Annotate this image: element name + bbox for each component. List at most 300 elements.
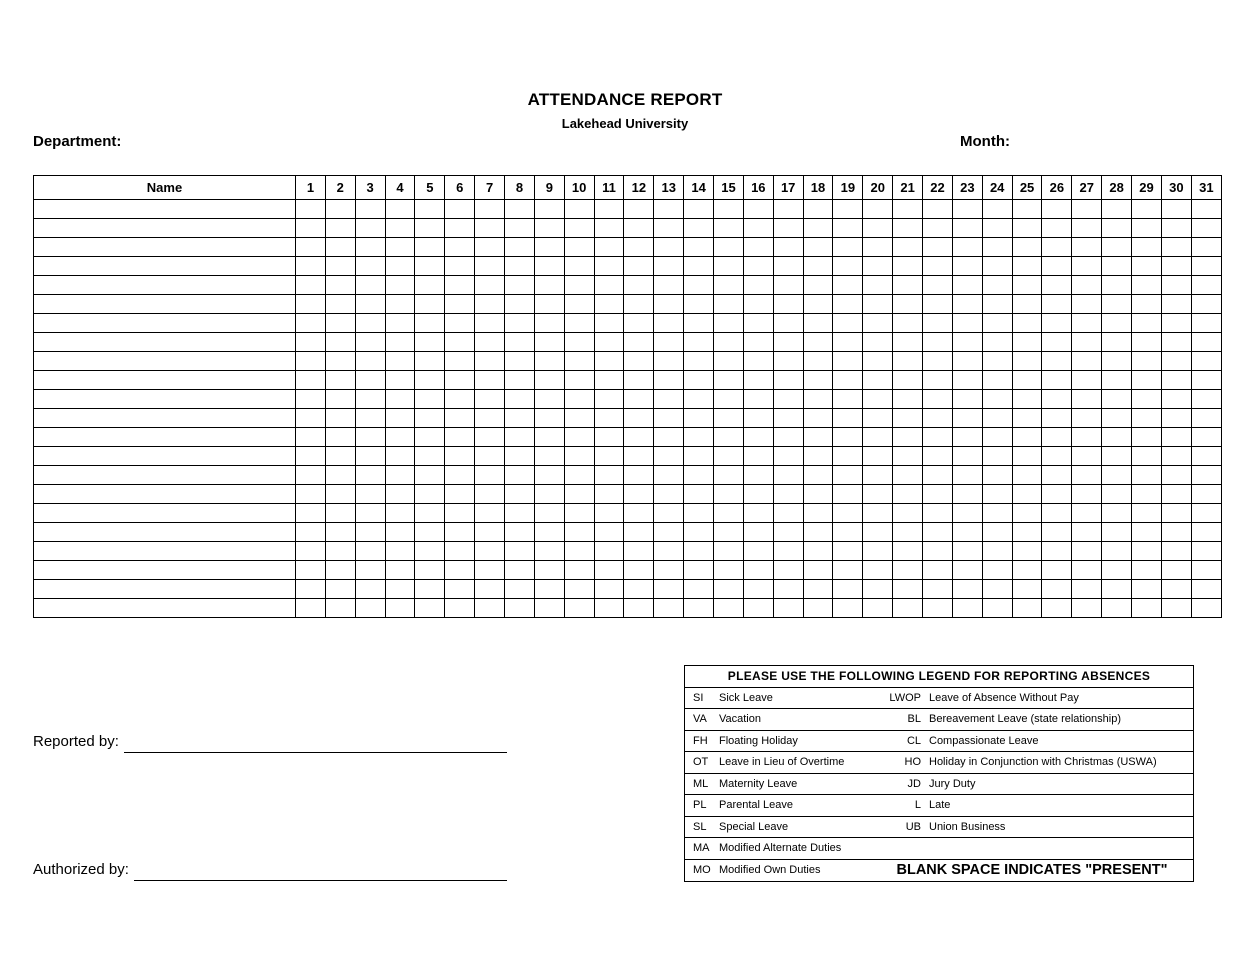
attendance-day-cell[interactable] — [475, 352, 505, 371]
attendance-day-cell[interactable] — [296, 466, 326, 485]
attendance-day-cell[interactable] — [325, 390, 355, 409]
attendance-day-cell[interactable] — [1132, 238, 1162, 257]
attendance-day-cell[interactable] — [325, 504, 355, 523]
attendance-day-cell[interactable] — [415, 390, 445, 409]
attendance-day-cell[interactable] — [714, 219, 744, 238]
attendance-day-cell[interactable] — [773, 200, 803, 219]
attendance-day-cell[interactable] — [594, 542, 624, 561]
attendance-day-cell[interactable] — [952, 390, 982, 409]
attendance-day-cell[interactable] — [684, 409, 714, 428]
attendance-day-cell[interactable] — [952, 371, 982, 390]
attendance-day-cell[interactable] — [445, 200, 475, 219]
employee-name-cell[interactable] — [34, 599, 296, 618]
attendance-day-cell[interactable] — [952, 276, 982, 295]
attendance-day-cell[interactable] — [1102, 200, 1132, 219]
attendance-day-cell[interactable] — [923, 238, 953, 257]
attendance-day-cell[interactable] — [1072, 219, 1102, 238]
attendance-day-cell[interactable] — [296, 371, 326, 390]
attendance-day-cell[interactable] — [534, 599, 564, 618]
attendance-day-cell[interactable] — [594, 200, 624, 219]
attendance-day-cell[interactable] — [923, 504, 953, 523]
attendance-day-cell[interactable] — [893, 314, 923, 333]
attendance-day-cell[interactable] — [1132, 295, 1162, 314]
attendance-day-cell[interactable] — [385, 485, 415, 504]
attendance-day-cell[interactable] — [564, 447, 594, 466]
attendance-day-cell[interactable] — [893, 504, 923, 523]
employee-name-cell[interactable] — [34, 428, 296, 447]
attendance-day-cell[interactable] — [1072, 314, 1102, 333]
attendance-day-cell[interactable] — [773, 485, 803, 504]
attendance-day-cell[interactable] — [714, 333, 744, 352]
attendance-day-cell[interactable] — [684, 333, 714, 352]
attendance-day-cell[interactable] — [1132, 371, 1162, 390]
attendance-day-cell[interactable] — [803, 485, 833, 504]
attendance-day-cell[interactable] — [1072, 390, 1102, 409]
attendance-day-cell[interactable] — [952, 314, 982, 333]
attendance-day-cell[interactable] — [296, 485, 326, 504]
attendance-day-cell[interactable] — [803, 333, 833, 352]
attendance-day-cell[interactable] — [863, 504, 893, 523]
attendance-day-cell[interactable] — [445, 504, 475, 523]
attendance-day-cell[interactable] — [1042, 390, 1072, 409]
attendance-day-cell[interactable] — [654, 504, 684, 523]
attendance-day-cell[interactable] — [923, 352, 953, 371]
attendance-day-cell[interactable] — [445, 333, 475, 352]
attendance-day-cell[interactable] — [684, 504, 714, 523]
attendance-day-cell[interactable] — [863, 428, 893, 447]
attendance-day-cell[interactable] — [594, 466, 624, 485]
attendance-day-cell[interactable] — [564, 409, 594, 428]
attendance-day-cell[interactable] — [654, 276, 684, 295]
attendance-day-cell[interactable] — [445, 542, 475, 561]
attendance-day-cell[interactable] — [564, 352, 594, 371]
attendance-day-cell[interactable] — [654, 257, 684, 276]
attendance-day-cell[interactable] — [982, 409, 1012, 428]
attendance-day-cell[interactable] — [684, 485, 714, 504]
attendance-day-cell[interactable] — [355, 200, 385, 219]
attendance-day-cell[interactable] — [923, 200, 953, 219]
attendance-day-cell[interactable] — [773, 561, 803, 580]
attendance-day-cell[interactable] — [893, 428, 923, 447]
attendance-day-cell[interactable] — [863, 409, 893, 428]
attendance-day-cell[interactable] — [833, 352, 863, 371]
attendance-day-cell[interactable] — [296, 523, 326, 542]
attendance-day-cell[interactable] — [1161, 561, 1191, 580]
attendance-day-cell[interactable] — [1132, 504, 1162, 523]
attendance-day-cell[interactable] — [534, 257, 564, 276]
attendance-day-cell[interactable] — [773, 523, 803, 542]
attendance-day-cell[interactable] — [654, 523, 684, 542]
attendance-day-cell[interactable] — [1042, 542, 1072, 561]
attendance-day-cell[interactable] — [923, 523, 953, 542]
attendance-day-cell[interactable] — [475, 523, 505, 542]
attendance-day-cell[interactable] — [714, 257, 744, 276]
attendance-day-cell[interactable] — [714, 371, 744, 390]
attendance-day-cell[interactable] — [1042, 371, 1072, 390]
attendance-day-cell[interactable] — [982, 371, 1012, 390]
attendance-day-cell[interactable] — [445, 238, 475, 257]
attendance-day-cell[interactable] — [534, 447, 564, 466]
attendance-day-cell[interactable] — [982, 561, 1012, 580]
attendance-day-cell[interactable] — [952, 485, 982, 504]
attendance-day-cell[interactable] — [863, 352, 893, 371]
attendance-day-cell[interactable] — [773, 238, 803, 257]
attendance-day-cell[interactable] — [803, 523, 833, 542]
attendance-day-cell[interactable] — [1161, 466, 1191, 485]
attendance-day-cell[interactable] — [415, 333, 445, 352]
attendance-day-cell[interactable] — [385, 219, 415, 238]
attendance-day-cell[interactable] — [1012, 504, 1042, 523]
attendance-day-cell[interactable] — [1161, 276, 1191, 295]
attendance-day-cell[interactable] — [1161, 314, 1191, 333]
attendance-day-cell[interactable] — [833, 542, 863, 561]
attendance-day-cell[interactable] — [1072, 599, 1102, 618]
attendance-day-cell[interactable] — [803, 542, 833, 561]
attendance-day-cell[interactable] — [534, 352, 564, 371]
attendance-day-cell[interactable] — [743, 542, 773, 561]
attendance-day-cell[interactable] — [982, 200, 1012, 219]
attendance-day-cell[interactable] — [445, 447, 475, 466]
attendance-day-cell[interactable] — [982, 580, 1012, 599]
attendance-day-cell[interactable] — [534, 485, 564, 504]
attendance-day-cell[interactable] — [1161, 409, 1191, 428]
attendance-day-cell[interactable] — [714, 390, 744, 409]
attendance-day-cell[interactable] — [624, 466, 654, 485]
attendance-day-cell[interactable] — [1012, 352, 1042, 371]
attendance-day-cell[interactable] — [1191, 542, 1221, 561]
attendance-day-cell[interactable] — [624, 333, 654, 352]
attendance-day-cell[interactable] — [385, 428, 415, 447]
attendance-day-cell[interactable] — [803, 276, 833, 295]
attendance-day-cell[interactable] — [325, 580, 355, 599]
attendance-day-cell[interactable] — [1042, 447, 1072, 466]
attendance-day-cell[interactable] — [893, 599, 923, 618]
attendance-day-cell[interactable] — [773, 447, 803, 466]
attendance-day-cell[interactable] — [1012, 409, 1042, 428]
attendance-day-cell[interactable] — [624, 371, 654, 390]
attendance-day-cell[interactable] — [624, 561, 654, 580]
attendance-day-cell[interactable] — [952, 333, 982, 352]
attendance-day-cell[interactable] — [564, 295, 594, 314]
attendance-day-cell[interactable] — [534, 371, 564, 390]
attendance-day-cell[interactable] — [594, 523, 624, 542]
authorized-by-signature-line[interactable] — [134, 859, 507, 881]
attendance-day-cell[interactable] — [1161, 599, 1191, 618]
attendance-day-cell[interactable] — [1161, 447, 1191, 466]
attendance-day-cell[interactable] — [1191, 390, 1221, 409]
attendance-day-cell[interactable] — [654, 542, 684, 561]
attendance-day-cell[interactable] — [325, 333, 355, 352]
attendance-day-cell[interactable] — [714, 447, 744, 466]
attendance-day-cell[interactable] — [624, 485, 654, 504]
attendance-day-cell[interactable] — [1072, 371, 1102, 390]
attendance-day-cell[interactable] — [1132, 428, 1162, 447]
attendance-day-cell[interactable] — [355, 352, 385, 371]
attendance-day-cell[interactable] — [1161, 523, 1191, 542]
attendance-day-cell[interactable] — [325, 523, 355, 542]
attendance-day-cell[interactable] — [1191, 580, 1221, 599]
attendance-day-cell[interactable] — [654, 485, 684, 504]
attendance-day-cell[interactable] — [296, 542, 326, 561]
attendance-day-cell[interactable] — [564, 580, 594, 599]
attendance-day-cell[interactable] — [714, 561, 744, 580]
attendance-day-cell[interactable] — [1072, 561, 1102, 580]
attendance-day-cell[interactable] — [475, 333, 505, 352]
attendance-day-cell[interactable] — [505, 390, 535, 409]
attendance-day-cell[interactable] — [355, 466, 385, 485]
attendance-day-cell[interactable] — [1132, 219, 1162, 238]
attendance-day-cell[interactable] — [1161, 542, 1191, 561]
attendance-day-cell[interactable] — [624, 447, 654, 466]
attendance-day-cell[interactable] — [415, 504, 445, 523]
attendance-day-cell[interactable] — [803, 599, 833, 618]
attendance-day-cell[interactable] — [982, 542, 1012, 561]
attendance-day-cell[interactable] — [475, 200, 505, 219]
attendance-day-cell[interactable] — [385, 352, 415, 371]
attendance-day-cell[interactable] — [982, 599, 1012, 618]
attendance-day-cell[interactable] — [893, 238, 923, 257]
attendance-day-cell[interactable] — [564, 390, 594, 409]
attendance-day-cell[interactable] — [1072, 238, 1102, 257]
attendance-day-cell[interactable] — [385, 390, 415, 409]
attendance-day-cell[interactable] — [505, 447, 535, 466]
attendance-day-cell[interactable] — [355, 333, 385, 352]
attendance-day-cell[interactable] — [773, 295, 803, 314]
attendance-day-cell[interactable] — [296, 238, 326, 257]
attendance-day-cell[interactable] — [534, 504, 564, 523]
attendance-day-cell[interactable] — [1132, 409, 1162, 428]
attendance-day-cell[interactable] — [325, 200, 355, 219]
attendance-day-cell[interactable] — [534, 561, 564, 580]
attendance-day-cell[interactable] — [923, 390, 953, 409]
attendance-day-cell[interactable] — [654, 428, 684, 447]
attendance-day-cell[interactable] — [385, 295, 415, 314]
attendance-day-cell[interactable] — [803, 295, 833, 314]
attendance-day-cell[interactable] — [714, 580, 744, 599]
attendance-day-cell[interactable] — [594, 238, 624, 257]
attendance-day-cell[interactable] — [1191, 238, 1221, 257]
attendance-day-cell[interactable] — [564, 371, 594, 390]
attendance-day-cell[interactable] — [743, 371, 773, 390]
attendance-day-cell[interactable] — [415, 238, 445, 257]
attendance-day-cell[interactable] — [505, 257, 535, 276]
attendance-day-cell[interactable] — [1042, 485, 1072, 504]
employee-name-cell[interactable] — [34, 561, 296, 580]
attendance-day-cell[interactable] — [475, 257, 505, 276]
attendance-day-cell[interactable] — [564, 599, 594, 618]
attendance-day-cell[interactable] — [714, 428, 744, 447]
attendance-day-cell[interactable] — [1012, 219, 1042, 238]
attendance-day-cell[interactable] — [415, 314, 445, 333]
attendance-day-cell[interactable] — [1012, 485, 1042, 504]
attendance-day-cell[interactable] — [714, 485, 744, 504]
employee-name-cell[interactable] — [34, 485, 296, 504]
attendance-day-cell[interactable] — [803, 371, 833, 390]
attendance-day-cell[interactable] — [1161, 200, 1191, 219]
attendance-day-cell[interactable] — [803, 390, 833, 409]
attendance-day-cell[interactable] — [743, 428, 773, 447]
attendance-day-cell[interactable] — [1012, 428, 1042, 447]
attendance-day-cell[interactable] — [714, 523, 744, 542]
attendance-day-cell[interactable] — [833, 447, 863, 466]
attendance-day-cell[interactable] — [982, 485, 1012, 504]
attendance-day-cell[interactable] — [1161, 371, 1191, 390]
attendance-day-cell[interactable] — [863, 333, 893, 352]
attendance-day-cell[interactable] — [863, 580, 893, 599]
attendance-day-cell[interactable] — [415, 295, 445, 314]
attendance-day-cell[interactable] — [952, 523, 982, 542]
attendance-day-cell[interactable] — [325, 428, 355, 447]
attendance-day-cell[interactable] — [475, 219, 505, 238]
attendance-day-cell[interactable] — [624, 314, 654, 333]
attendance-day-cell[interactable] — [564, 504, 594, 523]
attendance-day-cell[interactable] — [833, 580, 863, 599]
attendance-day-cell[interactable] — [1132, 200, 1162, 219]
attendance-day-cell[interactable] — [505, 428, 535, 447]
attendance-day-cell[interactable] — [534, 295, 564, 314]
attendance-day-cell[interactable] — [982, 447, 1012, 466]
employee-name-cell[interactable] — [34, 333, 296, 352]
attendance-day-cell[interactable] — [1132, 599, 1162, 618]
attendance-day-cell[interactable] — [505, 561, 535, 580]
attendance-day-cell[interactable] — [923, 371, 953, 390]
attendance-day-cell[interactable] — [952, 428, 982, 447]
attendance-day-cell[interactable] — [564, 428, 594, 447]
attendance-day-cell[interactable] — [505, 352, 535, 371]
attendance-day-cell[interactable] — [505, 542, 535, 561]
attendance-day-cell[interactable] — [1161, 295, 1191, 314]
attendance-day-cell[interactable] — [325, 219, 355, 238]
attendance-day-cell[interactable] — [415, 257, 445, 276]
attendance-day-cell[interactable] — [982, 504, 1012, 523]
attendance-day-cell[interactable] — [1102, 257, 1132, 276]
attendance-day-cell[interactable] — [594, 219, 624, 238]
attendance-day-cell[interactable] — [564, 561, 594, 580]
attendance-day-cell[interactable] — [773, 390, 803, 409]
attendance-day-cell[interactable] — [833, 409, 863, 428]
attendance-day-cell[interactable] — [594, 257, 624, 276]
attendance-day-cell[interactable] — [803, 238, 833, 257]
attendance-day-cell[interactable] — [863, 200, 893, 219]
attendance-day-cell[interactable] — [893, 447, 923, 466]
attendance-day-cell[interactable] — [714, 314, 744, 333]
attendance-day-cell[interactable] — [1042, 200, 1072, 219]
attendance-day-cell[interactable] — [1191, 276, 1221, 295]
attendance-day-cell[interactable] — [1191, 371, 1221, 390]
attendance-day-cell[interactable] — [743, 466, 773, 485]
attendance-day-cell[interactable] — [773, 314, 803, 333]
attendance-day-cell[interactable] — [1072, 409, 1102, 428]
attendance-day-cell[interactable] — [505, 371, 535, 390]
attendance-day-cell[interactable] — [803, 219, 833, 238]
attendance-day-cell[interactable] — [684, 257, 714, 276]
attendance-day-cell[interactable] — [594, 561, 624, 580]
attendance-day-cell[interactable] — [684, 447, 714, 466]
attendance-day-cell[interactable] — [893, 276, 923, 295]
attendance-day-cell[interactable] — [505, 295, 535, 314]
attendance-day-cell[interactable] — [355, 447, 385, 466]
attendance-day-cell[interactable] — [1012, 371, 1042, 390]
attendance-day-cell[interactable] — [594, 409, 624, 428]
attendance-day-cell[interactable] — [684, 200, 714, 219]
attendance-day-cell[interactable] — [475, 504, 505, 523]
attendance-day-cell[interactable] — [415, 580, 445, 599]
attendance-day-cell[interactable] — [296, 314, 326, 333]
attendance-day-cell[interactable] — [355, 523, 385, 542]
attendance-day-cell[interactable] — [952, 295, 982, 314]
attendance-day-cell[interactable] — [564, 542, 594, 561]
attendance-day-cell[interactable] — [684, 580, 714, 599]
attendance-day-cell[interactable] — [355, 257, 385, 276]
attendance-day-cell[interactable] — [385, 200, 415, 219]
attendance-day-cell[interactable] — [1072, 352, 1102, 371]
attendance-day-cell[interactable] — [1191, 352, 1221, 371]
attendance-day-cell[interactable] — [743, 447, 773, 466]
attendance-day-cell[interactable] — [1102, 599, 1132, 618]
attendance-day-cell[interactable] — [982, 352, 1012, 371]
attendance-day-cell[interactable] — [952, 561, 982, 580]
attendance-day-cell[interactable] — [833, 428, 863, 447]
attendance-day-cell[interactable] — [1072, 447, 1102, 466]
attendance-day-cell[interactable] — [296, 333, 326, 352]
attendance-day-cell[interactable] — [624, 390, 654, 409]
attendance-day-cell[interactable] — [1191, 428, 1221, 447]
attendance-day-cell[interactable] — [923, 542, 953, 561]
attendance-day-cell[interactable] — [325, 542, 355, 561]
attendance-day-cell[interactable] — [445, 276, 475, 295]
attendance-day-cell[interactable] — [475, 409, 505, 428]
attendance-day-cell[interactable] — [385, 542, 415, 561]
attendance-day-cell[interactable] — [1042, 257, 1072, 276]
attendance-day-cell[interactable] — [743, 504, 773, 523]
attendance-day-cell[interactable] — [684, 219, 714, 238]
attendance-day-cell[interactable] — [415, 200, 445, 219]
attendance-day-cell[interactable] — [833, 390, 863, 409]
attendance-day-cell[interactable] — [743, 523, 773, 542]
attendance-day-cell[interactable] — [1102, 542, 1132, 561]
attendance-day-cell[interactable] — [296, 599, 326, 618]
attendance-day-cell[interactable] — [714, 542, 744, 561]
attendance-day-cell[interactable] — [445, 428, 475, 447]
attendance-day-cell[interactable] — [684, 523, 714, 542]
attendance-day-cell[interactable] — [803, 447, 833, 466]
attendance-day-cell[interactable] — [1072, 200, 1102, 219]
attendance-day-cell[interactable] — [684, 238, 714, 257]
attendance-day-cell[interactable] — [982, 219, 1012, 238]
attendance-day-cell[interactable] — [654, 466, 684, 485]
attendance-day-cell[interactable] — [1102, 219, 1132, 238]
attendance-day-cell[interactable] — [1132, 485, 1162, 504]
attendance-day-cell[interactable] — [475, 314, 505, 333]
attendance-day-cell[interactable] — [743, 352, 773, 371]
attendance-day-cell[interactable] — [1072, 466, 1102, 485]
attendance-day-cell[interactable] — [833, 257, 863, 276]
attendance-day-cell[interactable] — [296, 276, 326, 295]
attendance-day-cell[interactable] — [982, 523, 1012, 542]
attendance-day-cell[interactable] — [505, 580, 535, 599]
attendance-day-cell[interactable] — [952, 352, 982, 371]
attendance-day-cell[interactable] — [445, 352, 475, 371]
attendance-day-cell[interactable] — [624, 428, 654, 447]
attendance-day-cell[interactable] — [445, 390, 475, 409]
attendance-day-cell[interactable] — [1042, 276, 1072, 295]
employee-name-cell[interactable] — [34, 295, 296, 314]
attendance-day-cell[interactable] — [594, 333, 624, 352]
attendance-day-cell[interactable] — [445, 409, 475, 428]
attendance-day-cell[interactable] — [863, 523, 893, 542]
attendance-day-cell[interactable] — [505, 314, 535, 333]
attendance-day-cell[interactable] — [1012, 295, 1042, 314]
